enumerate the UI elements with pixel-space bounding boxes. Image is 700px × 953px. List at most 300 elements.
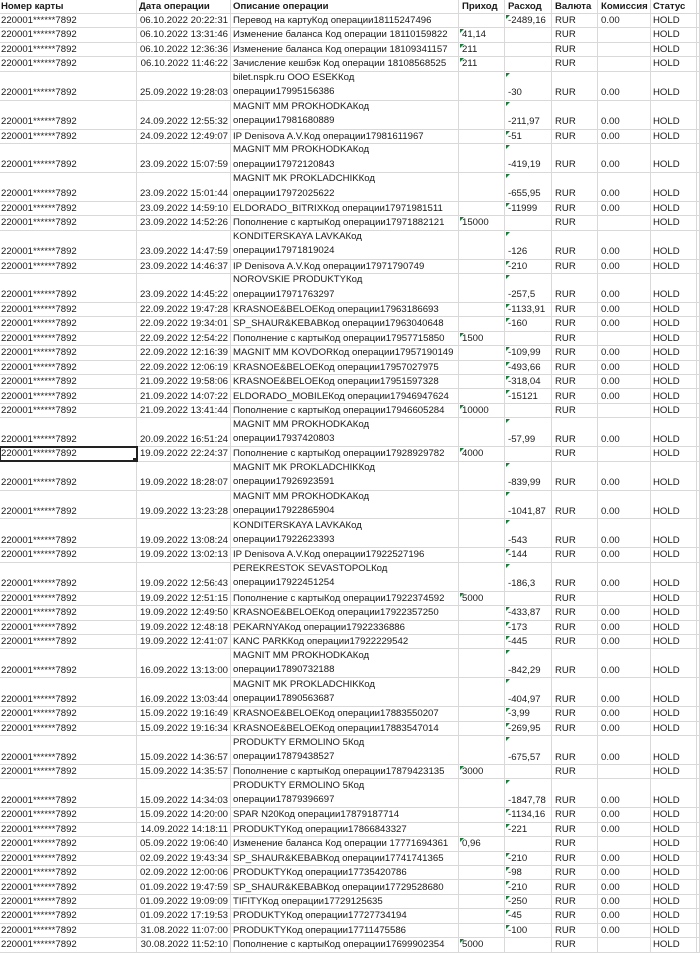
expense-cell[interactable] (505, 303, 552, 316)
commission-cell[interactable] (598, 375, 651, 388)
expense-cell[interactable] (505, 621, 552, 634)
selected-cell[interactable] (0, 447, 137, 460)
card-number-cell[interactable] (0, 866, 137, 879)
expense-cell[interactable] (505, 202, 552, 215)
expense-cell[interactable] (505, 823, 552, 836)
income-cell[interactable] (459, 649, 505, 677)
income-cell[interactable] (459, 346, 505, 359)
income-cell[interactable] (459, 404, 505, 417)
expense-cell[interactable] (505, 635, 552, 648)
description-cell[interactable] (231, 462, 459, 490)
description-cell[interactable] (231, 173, 459, 201)
status-cell[interactable] (651, 375, 697, 388)
date-cell[interactable] (137, 649, 231, 677)
description-cell[interactable] (231, 938, 459, 951)
status-cell[interactable] (651, 808, 697, 821)
card-number-cell[interactable] (0, 43, 137, 56)
date-cell[interactable] (137, 866, 231, 879)
card-number-cell[interactable] (0, 852, 137, 865)
commission-cell[interactable] (598, 722, 651, 735)
description-cell[interactable] (231, 823, 459, 836)
commission-cell[interactable] (598, 866, 651, 879)
description-cell[interactable] (231, 722, 459, 735)
card-number-cell[interactable] (0, 924, 137, 937)
income-cell[interactable] (459, 462, 505, 490)
description-cell[interactable] (231, 592, 459, 605)
date-cell[interactable] (137, 808, 231, 821)
expense-cell[interactable] (505, 447, 552, 460)
currency-cell[interactable] (552, 101, 598, 129)
income-cell[interactable] (459, 231, 505, 259)
card-number-cell[interactable] (0, 736, 137, 764)
expense-cell[interactable] (505, 722, 552, 735)
expense-cell[interactable] (505, 606, 552, 619)
status-cell[interactable] (651, 621, 697, 634)
card-number-cell[interactable] (0, 837, 137, 850)
expense-cell[interactable] (505, 938, 552, 951)
status-cell[interactable] (651, 823, 697, 836)
income-cell[interactable] (459, 924, 505, 937)
commission-cell[interactable] (598, 361, 651, 374)
date-cell[interactable] (137, 216, 231, 229)
date-cell[interactable] (137, 130, 231, 143)
card-number-cell[interactable] (0, 361, 137, 374)
commission-cell[interactable] (598, 808, 651, 821)
description-cell[interactable] (231, 736, 459, 764)
description-cell[interactable] (231, 43, 459, 56)
status-cell[interactable] (651, 317, 697, 330)
status-cell[interactable] (651, 491, 697, 519)
commission-cell[interactable] (598, 924, 651, 937)
currency-cell[interactable] (552, 332, 598, 345)
income-cell[interactable] (459, 202, 505, 215)
income-cell[interactable] (459, 173, 505, 201)
income-cell[interactable] (459, 895, 505, 908)
card-number-cell[interactable] (0, 173, 137, 201)
currency-cell[interactable] (552, 231, 598, 259)
commission-cell[interactable] (598, 130, 651, 143)
currency-cell[interactable] (552, 447, 598, 460)
currency-cell[interactable] (552, 765, 598, 778)
status-cell[interactable] (651, 274, 697, 302)
date-cell[interactable] (137, 621, 231, 634)
currency-cell[interactable] (552, 274, 598, 302)
commission-cell[interactable] (598, 938, 651, 951)
card-number-cell[interactable] (0, 317, 137, 330)
currency-cell[interactable] (552, 880, 598, 893)
description-cell[interactable] (231, 303, 459, 316)
income-cell[interactable] (459, 707, 505, 720)
income-cell[interactable] (459, 389, 505, 402)
currency-cell[interactable] (552, 389, 598, 402)
date-cell[interactable] (137, 202, 231, 215)
card-number-cell[interactable] (0, 346, 137, 359)
card-number-cell[interactable] (0, 418, 137, 446)
expense-cell[interactable] (505, 649, 552, 677)
date-cell[interactable] (137, 563, 231, 591)
expense-cell[interactable] (505, 216, 552, 229)
income-cell[interactable] (459, 274, 505, 302)
expense-cell[interactable] (505, 332, 552, 345)
status-cell[interactable] (651, 72, 697, 100)
header-currency[interactable]: Валюта (552, 0, 598, 13)
income-cell[interactable] (459, 548, 505, 561)
status-cell[interactable] (651, 14, 697, 27)
date-cell[interactable] (137, 519, 231, 547)
income-cell[interactable] (459, 837, 505, 850)
commission-cell[interactable] (598, 14, 651, 27)
expense-cell[interactable] (505, 880, 552, 893)
card-number-cell[interactable] (0, 563, 137, 591)
currency-cell[interactable] (552, 924, 598, 937)
income-cell[interactable] (459, 852, 505, 865)
status-cell[interactable] (651, 418, 697, 446)
expense-cell[interactable] (505, 779, 552, 807)
commission-cell[interactable] (598, 765, 651, 778)
income-cell[interactable] (459, 28, 505, 41)
date-cell[interactable] (137, 779, 231, 807)
card-number-cell[interactable] (0, 722, 137, 735)
expense-cell[interactable] (505, 57, 552, 70)
card-number-cell[interactable] (0, 707, 137, 720)
expense-cell[interactable] (505, 317, 552, 330)
currency-cell[interactable] (552, 736, 598, 764)
description-cell[interactable] (231, 866, 459, 879)
description-cell[interactable] (231, 924, 459, 937)
commission-cell[interactable] (598, 823, 651, 836)
description-cell[interactable] (231, 361, 459, 374)
expense-cell[interactable] (505, 563, 552, 591)
description-cell[interactable] (231, 130, 459, 143)
currency-cell[interactable] (552, 404, 598, 417)
commission-cell[interactable] (598, 389, 651, 402)
status-cell[interactable] (651, 303, 697, 316)
status-cell[interactable] (651, 635, 697, 648)
date-cell[interactable] (137, 346, 231, 359)
commission-cell[interactable] (598, 621, 651, 634)
description-cell[interactable] (231, 779, 459, 807)
date-cell[interactable] (137, 678, 231, 706)
currency-cell[interactable] (552, 28, 598, 41)
description-cell[interactable] (231, 707, 459, 720)
commission-cell[interactable] (598, 231, 651, 259)
expense-cell[interactable] (505, 274, 552, 302)
card-number-cell[interactable] (0, 130, 137, 143)
commission-cell[interactable] (598, 216, 651, 229)
expense-cell[interactable] (505, 28, 552, 41)
expense-cell[interactable] (505, 924, 552, 937)
date-cell[interactable] (137, 895, 231, 908)
currency-cell[interactable] (552, 779, 598, 807)
expense-cell[interactable] (505, 389, 552, 402)
status-cell[interactable] (651, 924, 697, 937)
currency-cell[interactable] (552, 144, 598, 172)
expense-cell[interactable] (505, 548, 552, 561)
card-number-cell[interactable] (0, 389, 137, 402)
date-cell[interactable] (137, 635, 231, 648)
currency-cell[interactable] (552, 592, 598, 605)
income-cell[interactable] (459, 563, 505, 591)
income-cell[interactable] (459, 938, 505, 951)
currency-cell[interactable] (552, 808, 598, 821)
card-number-cell[interactable] (0, 260, 137, 273)
header-income[interactable]: Приход (459, 0, 505, 13)
date-cell[interactable] (137, 707, 231, 720)
card-number-cell[interactable] (0, 765, 137, 778)
income-cell[interactable] (459, 303, 505, 316)
currency-cell[interactable] (552, 707, 598, 720)
income-cell[interactable] (459, 823, 505, 836)
card-number-cell[interactable] (0, 14, 137, 27)
date-cell[interactable] (137, 260, 231, 273)
date-cell[interactable] (137, 837, 231, 850)
card-number-cell[interactable] (0, 404, 137, 417)
expense-cell[interactable] (505, 837, 552, 850)
commission-cell[interactable] (598, 837, 651, 850)
currency-cell[interactable] (552, 57, 598, 70)
expense-cell[interactable] (505, 173, 552, 201)
income-cell[interactable] (459, 144, 505, 172)
date-cell[interactable] (137, 101, 231, 129)
currency-cell[interactable] (552, 260, 598, 273)
commission-cell[interactable] (598, 852, 651, 865)
commission-cell[interactable] (598, 880, 651, 893)
income-cell[interactable] (459, 808, 505, 821)
status-cell[interactable] (651, 592, 697, 605)
date-cell[interactable] (137, 317, 231, 330)
description-cell[interactable] (231, 274, 459, 302)
expense-cell[interactable] (505, 852, 552, 865)
currency-cell[interactable] (552, 43, 598, 56)
income-cell[interactable] (459, 361, 505, 374)
description-cell[interactable] (231, 447, 459, 460)
status-cell[interactable] (651, 707, 697, 720)
expense-cell[interactable] (505, 909, 552, 922)
date-cell[interactable] (137, 924, 231, 937)
expense-cell[interactable] (505, 231, 552, 259)
status-cell[interactable] (651, 606, 697, 619)
description-cell[interactable] (231, 28, 459, 41)
commission-cell[interactable] (598, 707, 651, 720)
date-cell[interactable] (137, 231, 231, 259)
currency-cell[interactable] (552, 649, 598, 677)
description-cell[interactable] (231, 260, 459, 273)
income-cell[interactable] (459, 216, 505, 229)
date-cell[interactable] (137, 722, 231, 735)
currency-cell[interactable] (552, 462, 598, 490)
income-cell[interactable] (459, 519, 505, 547)
status-cell[interactable] (651, 447, 697, 460)
currency-cell[interactable] (552, 866, 598, 879)
status-cell[interactable] (651, 938, 697, 951)
status-cell[interactable] (651, 332, 697, 345)
expense-cell[interactable] (505, 707, 552, 720)
card-number-cell[interactable] (0, 880, 137, 893)
status-cell[interactable] (651, 519, 697, 547)
description-cell[interactable] (231, 346, 459, 359)
status-cell[interactable] (651, 346, 697, 359)
income-cell[interactable] (459, 130, 505, 143)
description-cell[interactable] (231, 649, 459, 677)
card-number-cell[interactable] (0, 231, 137, 259)
status-cell[interactable] (651, 852, 697, 865)
date-cell[interactable] (137, 418, 231, 446)
income-cell[interactable] (459, 866, 505, 879)
date-cell[interactable] (137, 303, 231, 316)
expense-cell[interactable] (505, 736, 552, 764)
description-cell[interactable] (231, 491, 459, 519)
status-cell[interactable] (651, 173, 697, 201)
date-cell[interactable] (137, 361, 231, 374)
status-cell[interactable] (651, 144, 697, 172)
commission-cell[interactable] (598, 317, 651, 330)
status-cell[interactable] (651, 231, 697, 259)
commission-cell[interactable] (598, 462, 651, 490)
date-cell[interactable] (137, 606, 231, 619)
status-cell[interactable] (651, 57, 697, 70)
description-cell[interactable] (231, 837, 459, 850)
currency-cell[interactable] (552, 303, 598, 316)
commission-cell[interactable] (598, 649, 651, 677)
card-number-cell[interactable] (0, 592, 137, 605)
header-commission[interactable]: Комиссия (598, 0, 651, 13)
income-cell[interactable] (459, 72, 505, 100)
status-cell[interactable] (651, 28, 697, 41)
status-cell[interactable] (651, 837, 697, 850)
commission-cell[interactable] (598, 678, 651, 706)
commission-cell[interactable] (598, 909, 651, 922)
status-cell[interactable] (651, 649, 697, 677)
currency-cell[interactable] (552, 635, 598, 648)
income-cell[interactable] (459, 14, 505, 27)
commission-cell[interactable] (598, 592, 651, 605)
status-cell[interactable] (651, 216, 697, 229)
card-number-cell[interactable] (0, 548, 137, 561)
expense-cell[interactable] (505, 592, 552, 605)
card-number-cell[interactable] (0, 895, 137, 908)
card-number-cell[interactable] (0, 274, 137, 302)
currency-cell[interactable] (552, 823, 598, 836)
status-cell[interactable] (651, 722, 697, 735)
currency-cell[interactable] (552, 216, 598, 229)
status-cell[interactable] (651, 909, 697, 922)
commission-cell[interactable] (598, 606, 651, 619)
description-cell[interactable] (231, 852, 459, 865)
description-cell[interactable] (231, 57, 459, 70)
card-number-cell[interactable] (0, 72, 137, 100)
date-cell[interactable] (137, 404, 231, 417)
commission-cell[interactable] (598, 303, 651, 316)
expense-cell[interactable] (505, 14, 552, 27)
description-cell[interactable] (231, 231, 459, 259)
status-cell[interactable] (651, 880, 697, 893)
header-date[interactable]: Дата операции (137, 0, 231, 13)
status-cell[interactable] (651, 260, 697, 273)
status-cell[interactable] (651, 130, 697, 143)
card-number-cell[interactable] (0, 303, 137, 316)
commission-cell[interactable] (598, 332, 651, 345)
expense-cell[interactable] (505, 375, 552, 388)
status-cell[interactable] (651, 404, 697, 417)
card-number-cell[interactable] (0, 678, 137, 706)
commission-cell[interactable] (598, 563, 651, 591)
date-cell[interactable] (137, 491, 231, 519)
description-cell[interactable] (231, 317, 459, 330)
date-cell[interactable] (137, 852, 231, 865)
commission-cell[interactable] (598, 447, 651, 460)
currency-cell[interactable] (552, 722, 598, 735)
income-cell[interactable] (459, 317, 505, 330)
description-cell[interactable] (231, 909, 459, 922)
currency-cell[interactable] (552, 375, 598, 388)
card-number-cell[interactable] (0, 332, 137, 345)
date-cell[interactable] (137, 173, 231, 201)
commission-cell[interactable] (598, 173, 651, 201)
status-cell[interactable] (651, 866, 697, 879)
card-number-cell[interactable] (0, 202, 137, 215)
currency-cell[interactable] (552, 173, 598, 201)
date-cell[interactable] (137, 462, 231, 490)
status-cell[interactable] (651, 389, 697, 402)
date-cell[interactable] (137, 144, 231, 172)
status-cell[interactable] (651, 43, 697, 56)
status-cell[interactable] (651, 736, 697, 764)
date-cell[interactable] (137, 447, 231, 460)
description-cell[interactable] (231, 332, 459, 345)
income-cell[interactable] (459, 57, 505, 70)
currency-cell[interactable] (552, 14, 598, 27)
date-cell[interactable] (137, 938, 231, 951)
description-cell[interactable] (231, 216, 459, 229)
expense-cell[interactable] (505, 462, 552, 490)
currency-cell[interactable] (552, 895, 598, 908)
commission-cell[interactable] (598, 101, 651, 129)
income-cell[interactable] (459, 592, 505, 605)
currency-cell[interactable] (552, 317, 598, 330)
card-number-cell[interactable] (0, 635, 137, 648)
currency-cell[interactable] (552, 346, 598, 359)
date-cell[interactable] (137, 14, 231, 27)
expense-cell[interactable] (505, 491, 552, 519)
currency-cell[interactable] (552, 852, 598, 865)
expense-cell[interactable] (505, 895, 552, 908)
description-cell[interactable] (231, 404, 459, 417)
card-number-cell[interactable] (0, 144, 137, 172)
income-cell[interactable] (459, 332, 505, 345)
description-cell[interactable] (231, 563, 459, 591)
commission-cell[interactable] (598, 491, 651, 519)
card-number-cell[interactable] (0, 216, 137, 229)
commission-cell[interactable] (598, 72, 651, 100)
income-cell[interactable] (459, 722, 505, 735)
date-cell[interactable] (137, 43, 231, 56)
date-cell[interactable] (137, 274, 231, 302)
income-cell[interactable] (459, 621, 505, 634)
commission-cell[interactable] (598, 418, 651, 446)
income-cell[interactable] (459, 635, 505, 648)
description-cell[interactable] (231, 418, 459, 446)
expense-cell[interactable] (505, 72, 552, 100)
date-cell[interactable] (137, 909, 231, 922)
header-status[interactable]: Статус (651, 0, 697, 13)
currency-cell[interactable] (552, 621, 598, 634)
commission-cell[interactable] (598, 635, 651, 648)
expense-cell[interactable] (505, 866, 552, 879)
description-cell[interactable] (231, 144, 459, 172)
description-cell[interactable] (231, 14, 459, 27)
currency-cell[interactable] (552, 130, 598, 143)
header-expense[interactable]: Расход (505, 0, 552, 13)
